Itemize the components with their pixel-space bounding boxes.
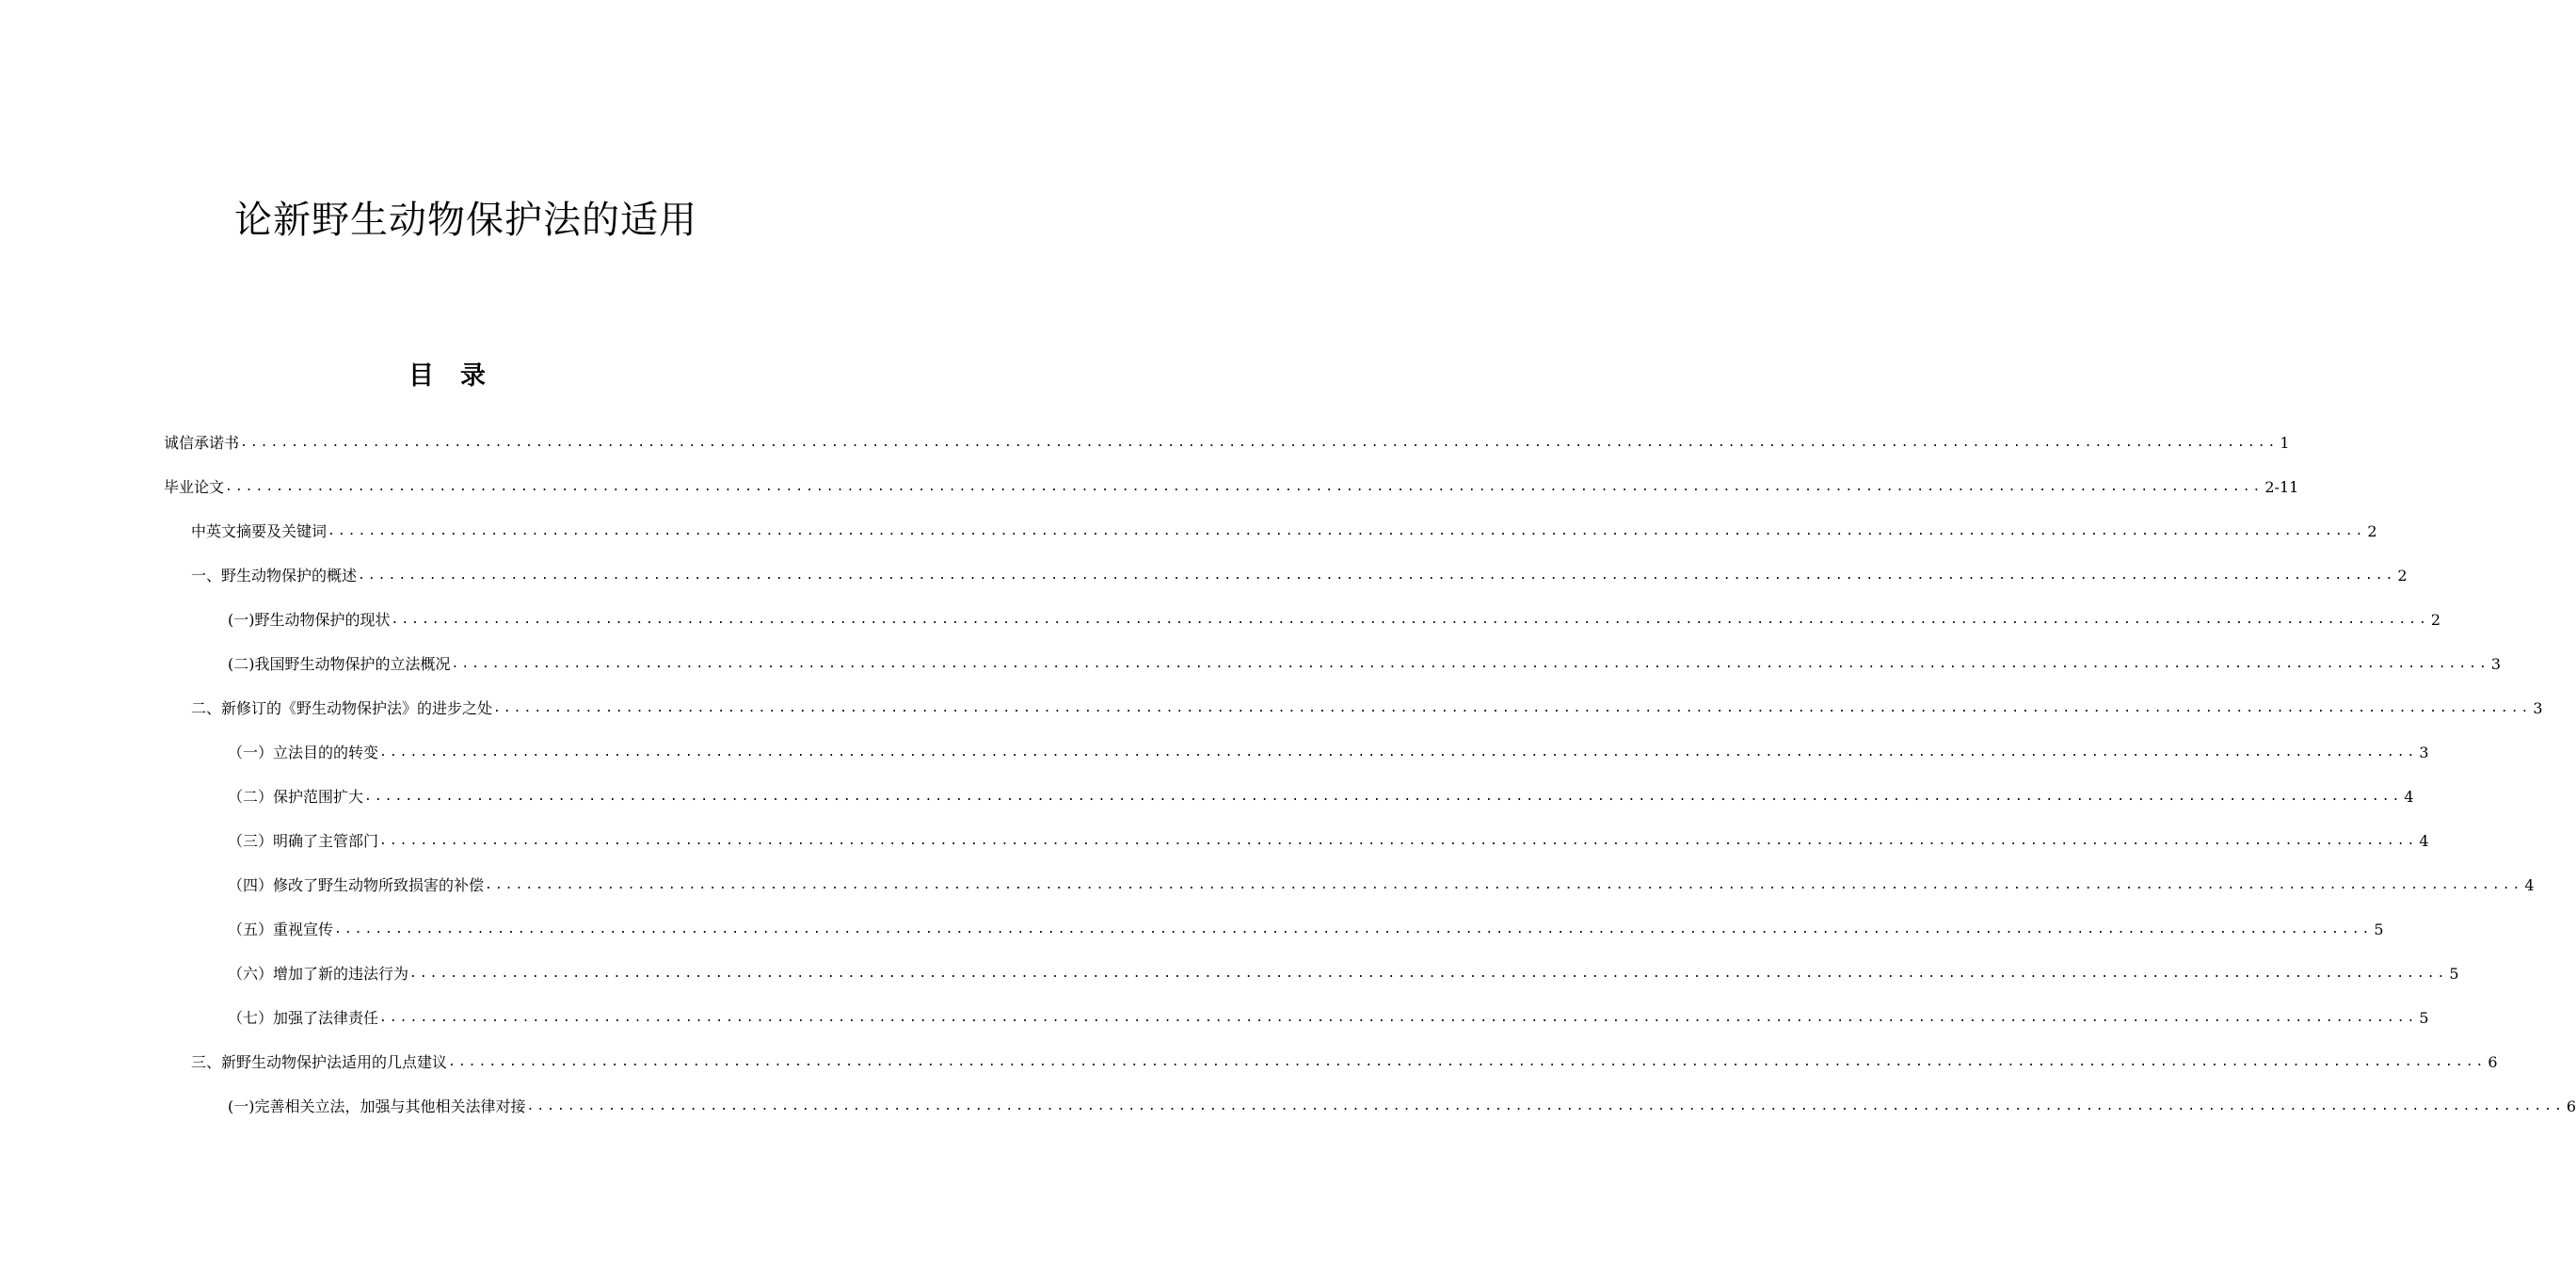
toc-entry-page: 5 bbox=[2419, 1009, 2429, 1027]
toc-dot-leader: ........................................................................................................................................................................................................ bbox=[379, 745, 2418, 760]
toc-entry-page: 2 bbox=[2367, 522, 2377, 540]
toc-entry-label: 毕业论文 bbox=[164, 478, 225, 496]
toc-entry[interactable] bbox=[228, 997, 2429, 1040]
toc-entry[interactable] bbox=[228, 908, 2384, 952]
toc-dot-leader: ........................................................................................................................................................................................................ bbox=[379, 834, 2418, 848]
toc-entry[interactable] bbox=[228, 864, 2535, 907]
toc-entry[interactable] bbox=[228, 820, 2429, 863]
toc-entry[interactable] bbox=[191, 510, 2377, 553]
toc-entry-page: 6 bbox=[2488, 1053, 2498, 1071]
toc-entry-label: （四）修改了野生动物所致损害的补偿 bbox=[228, 876, 485, 894]
toc-entry[interactable] bbox=[228, 731, 2429, 775]
toc-entry-page: 1 bbox=[2280, 434, 2290, 452]
toc-entry-label: (一)完善相关立法，加强与其他相关法律对接 bbox=[228, 1097, 526, 1115]
toc-entry-label: （二）保护范围扩大 bbox=[228, 788, 364, 806]
toc-entry-page: 6 bbox=[2566, 1097, 2576, 1115]
toc-entry-label: （七）加强了法律责任 bbox=[228, 1009, 379, 1027]
toc-dot-leader: ........................................................................................................................................................................................................ bbox=[409, 967, 2448, 981]
toc-entry[interactable] bbox=[164, 466, 2299, 509]
toc-entry[interactable] bbox=[164, 422, 2290, 465]
toc-dot-leader: ........................................................................................................................................................................................................ bbox=[364, 790, 2403, 804]
toc-dot-leader: ........................................................................................................................................................................................................ bbox=[451, 657, 2489, 671]
toc-entry-label: 诚信承诺书 bbox=[164, 434, 240, 452]
toc-entry[interactable] bbox=[228, 643, 2502, 686]
toc-entry-label: 一、野生动物保护的概述 bbox=[191, 567, 358, 584]
toc-entry[interactable] bbox=[228, 953, 2459, 996]
toc-dot-leader: ........................................................................................................................................................................................................ bbox=[328, 524, 2366, 538]
toc-entry-page: 2 bbox=[2430, 611, 2441, 629]
toc-entry-page: 5 bbox=[2449, 965, 2459, 983]
toc-entry-page: 2 bbox=[2397, 567, 2408, 584]
toc-entry-page: 3 bbox=[2533, 699, 2543, 717]
toc-dot-leader: ........................................................................................................................................................................................................ bbox=[485, 878, 2523, 892]
document-title: 论新野生动物保护法的适用 bbox=[234, 199, 697, 242]
toc-entry-label: （五）重视宣传 bbox=[228, 921, 334, 938]
toc-entry-label: (二)我国野生动物保护的立法概况 bbox=[228, 655, 451, 673]
toc-entry-page: 4 bbox=[2419, 832, 2429, 850]
toc-entry-page: 2-11 bbox=[2264, 478, 2299, 496]
toc-dot-leader: ........................................................................................................................................................................................................ bbox=[391, 613, 2429, 627]
toc-entry-label: （三）明确了主管部门 bbox=[228, 832, 379, 850]
toc-entry-label: （六）增加了新的违法行为 bbox=[228, 965, 409, 983]
toc-entry-label: 二、新修订的《野生动物保护法》的进步之处 bbox=[191, 699, 493, 717]
toc-dot-leader: ........................................................................................................................................................................................................ bbox=[240, 436, 2279, 450]
toc-heading: 目录 bbox=[408, 361, 512, 391]
toc-dot-leader: ........................................................................................................................................................................................................ bbox=[358, 568, 2396, 583]
toc-entry[interactable] bbox=[191, 687, 2543, 730]
toc-entry[interactable] bbox=[228, 776, 2414, 819]
toc-entry-page: 5 bbox=[2374, 921, 2384, 938]
toc-entry-label: （一）立法目的的转变 bbox=[228, 744, 379, 761]
toc-entry[interactable] bbox=[191, 554, 2408, 598]
toc-entry-label: (一)野生动物保护的现状 bbox=[228, 611, 391, 629]
toc-dot-leader: ........................................................................................................................................................................................................ bbox=[448, 1055, 2487, 1069]
toc-entry-label: 三、新野生动物保护法适用的几点建议 bbox=[191, 1053, 448, 1071]
toc-entry-page: 4 bbox=[2404, 788, 2414, 806]
toc-dot-leader: ........................................................................................................................................................................................................ bbox=[526, 1099, 2565, 1113]
toc-entry-label: 中英文摘要及关键词 bbox=[191, 522, 328, 540]
toc-dot-leader: ........................................................................................................................................................................................................ bbox=[493, 701, 2532, 715]
toc-entry-page: 3 bbox=[2490, 655, 2502, 673]
toc-dot-leader: ........................................................................................................................................................................................................ bbox=[379, 1011, 2418, 1025]
toc-entry-page: 3 bbox=[2419, 744, 2429, 761]
toc-entry-page: 4 bbox=[2524, 876, 2535, 894]
toc-entry[interactable] bbox=[228, 599, 2441, 642]
toc-entry[interactable] bbox=[228, 1085, 2576, 1129]
toc-dot-leader: ........................................................................................................................................................................................................ bbox=[334, 922, 2373, 937]
toc-dot-leader: ........................................................................................................................................................................................................ bbox=[225, 480, 2264, 494]
toc-entry[interactable] bbox=[191, 1041, 2498, 1084]
